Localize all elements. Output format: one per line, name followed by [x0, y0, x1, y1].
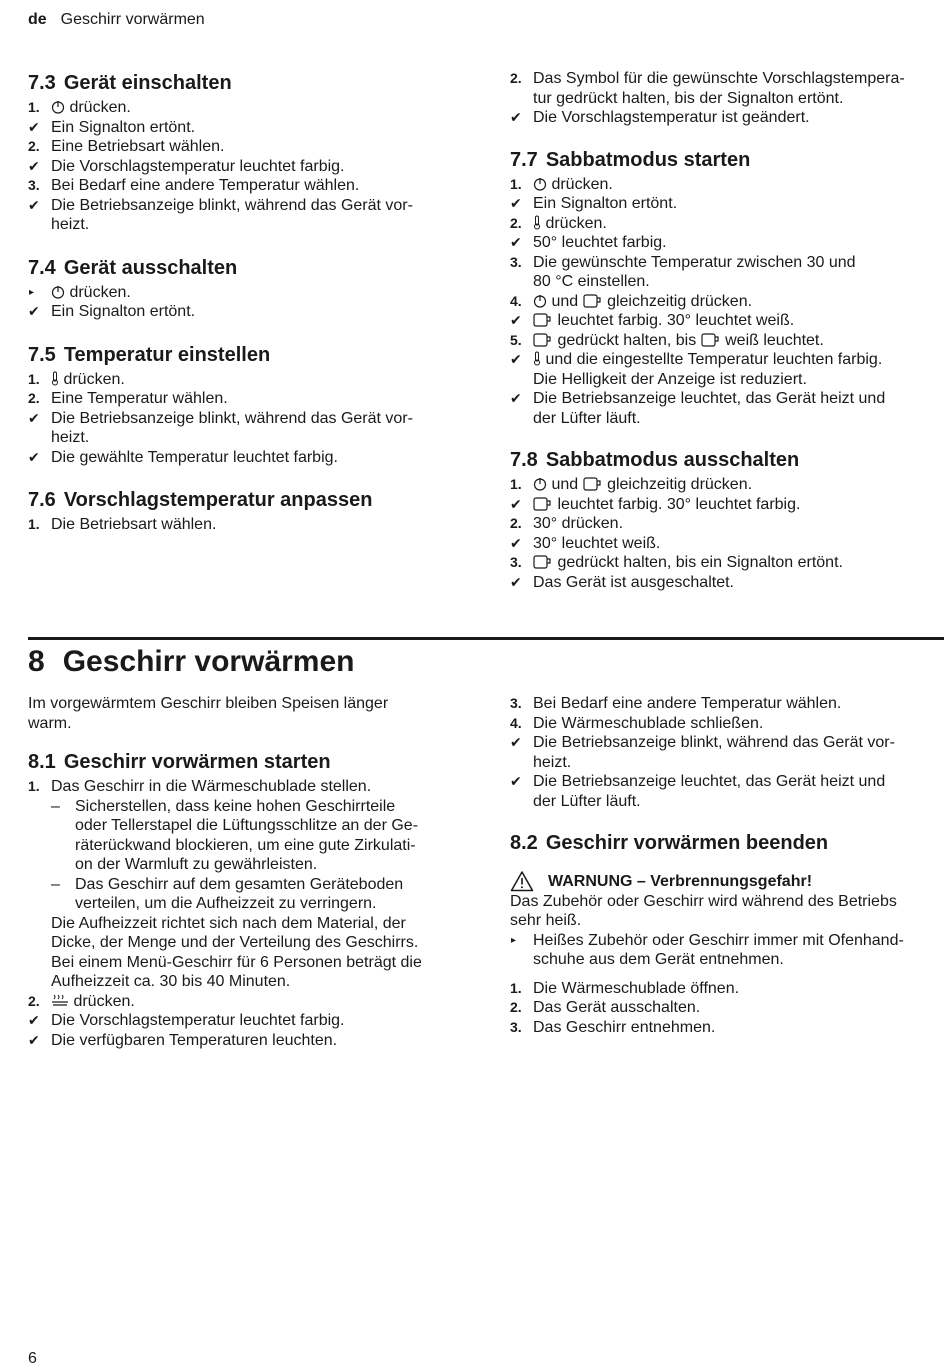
- section-7-3-heading: 7.3 Gerät einschalten: [28, 72, 232, 94]
- check-icon: ✔: [28, 157, 40, 174]
- sabbath-icon: [533, 496, 553, 511]
- running-header: [28, 11, 205, 29]
- result-item: ✔ Ein Signalton ertönt.: [28, 118, 196, 136]
- list-item: 2. Das Symbol für die gewünschte Vorschlagstempera-: [510, 70, 905, 87]
- check-icon: ✔: [28, 303, 40, 319]
- check-icon: ✔: [510, 312, 522, 328]
- section-8-2-heading: 8.2 Geschirr vorwärmen beenden: [510, 832, 829, 854]
- sabbath-icon: [533, 332, 553, 347]
- sub-item: – Sicherstellen, dass keine hohen Geschirrteile: [51, 797, 396, 815]
- list-item: 2. Eine Temperatur wählen.: [28, 390, 228, 407]
- list-item: 3. Die gewünschte Temperatur zwischen 30 und: [510, 253, 856, 271]
- list-item: 2. Eine Betriebsart wählen.: [28, 138, 225, 155]
- result-item: ✔ Ein Signalton ertönt.: [510, 195, 678, 212]
- result-item: ✔ Die Vorschlagstemperatur leuchtet farbig.: [28, 157, 345, 175]
- check-icon: ✔: [28, 448, 40, 465]
- check-icon: ✔: [510, 773, 522, 789]
- section-7-7-heading: 7.7 Sabbatmodus starten: [510, 148, 751, 171]
- section-8-1-heading: 8.1 Geschirr vorwärmen starten: [28, 751, 331, 773]
- power-icon: [533, 477, 547, 491]
- check-icon: ✔: [510, 351, 522, 367]
- result-item: ✔ Die Vorschlagstemperatur ist geändert.: [510, 109, 810, 126]
- check-icon: ✔: [28, 118, 40, 135]
- check-icon: ✔: [28, 1031, 40, 1048]
- sabbath-icon: [583, 293, 603, 308]
- check-icon: ✔: [28, 409, 40, 426]
- lang-code: de: [28, 11, 47, 28]
- warning-icon: [510, 870, 534, 892]
- sabbath-icon: [583, 476, 603, 491]
- left-column-top: 7.3 Gerät einschalten 1. drücken. ✔ Ein Signalton ertönt. 2. Eine Betriebsart wählen. ✔ Die Vorschlagstemperatur leuchtet farbig. 3. Bei Bedarf eine andere Temperatur wählen. ✔ Die Betriebsanzeige blinkt, während das Gerät vor- heizt. 7.4 Gerät ausschalten ▸ drücken. ✔ Ein Signalton ertönt. 7.5 Temperatur einstellen 1. drücken. 2. Eine Temperatur wählen. ✔ Die Betriebsanzeige blinkt, während das Gerät vor- heizt. ✔ Die gewählte Temperatur leuchtet farbig. 7.6 Vorschlagstemperatur anpassen 1. Die Betriebsart wählen.: [28, 68, 453, 535]
- check-icon: ✔: [510, 195, 522, 211]
- sub-item: – Das Geschirr auf dem gesamten Geräteboden: [51, 875, 404, 893]
- sabbath-icon: [701, 332, 721, 347]
- result-item: ✔ Die Betriebsanzeige leuchtet, das Gerät heizt und: [510, 390, 886, 407]
- list-item: 2. drücken.: [510, 214, 607, 232]
- list-item: 1. drücken.: [510, 175, 613, 193]
- page-number: 6: [28, 1350, 37, 1367]
- header-title: Geschirr vorwärmen: [60, 11, 205, 28]
- thermometer-icon: [51, 371, 59, 386]
- section-7-8-heading: 7.8 Sabbatmodus ausschalten: [510, 449, 800, 471]
- arrow-icon: ▸: [29, 286, 35, 298]
- chapter-8-heading: 8 Geschirr vorwärmen: [28, 645, 355, 678]
- result-item: ✔ Die Betriebsanzeige leuchtet, das Gerät heizt und: [510, 773, 886, 790]
- check-icon: ✔: [510, 109, 522, 125]
- list-item: 3. Bei Bedarf eine andere Temperatur wählen.: [510, 695, 842, 712]
- result-item: ✔ 30° leuchtet weiß.: [510, 534, 661, 552]
- list-item: 2. Das Gerät ausschalten.: [510, 999, 701, 1016]
- result-item: ✔ leuchtet farbig. 30° leuchtet weiß.: [510, 312, 795, 329]
- left-column-bottom: Im vorgewärmtem Geschirr bleiben Speisen länger warm. 8.1 Geschirr vorwärmen starten 1. Das Geschirr in die Wärmeschublade stellen. – Sicherstellen, dass keine hohen Geschirrteile oder Tellerstapel die Lüftungsschlitze an der Ge- räterückwand blockieren, um eine gute Zirkulati- on der Warmluft zu gewährleisten. – Das Geschirr auf dem gesamten Geräteboden verteilen, um die Aufheizzeit zu verringern. Die Aufheizzeit richtet sich nach dem Material, der Dicke, der Menge und der Verteilung des Geschirrs. Bei einem Menü-Geschirr für 6 Personen beträgt die Aufheizzeit ca. 30 bis 40 Minuten. 2. drücken. ✔ Die Vorschlagstemperatur leuchtet farbig. ✔ Die verfügbaren Temperaturen leuchten.: [28, 694, 453, 1050]
- section-7-5-heading: 7.5 Temperatur einstellen: [28, 343, 271, 366]
- action-item: ▸ Heißes Zubehör oder Geschirr immer mit Ofenhand-: [511, 931, 904, 949]
- list-item: 4. Die Wärmeschublade schließen.: [510, 714, 764, 732]
- result-item: ✔ Das Gerät ist ausgeschaltet.: [510, 573, 734, 591]
- arrow-icon: ▸: [511, 934, 517, 946]
- check-icon: ✔: [510, 734, 522, 750]
- right-column-bottom: 3. Bei Bedarf eine andere Temperatur wählen. 4. Die Wärmeschublade schließen. ✔ Die Betriebsanzeige blinkt, während das Gerät vor- heizt. ✔ Die Betriebsanzeige leuchtet, das Gerät heizt und der Lüfter läuft. 8.2 Geschirr vorwärmen beenden WARNUNG – Verbrennungsgefahr! Das Zubehör oder Geschirr wird während des Betriebs sehr heiß. ▸ Heißes Zubehör oder Geschirr immer mit Ofenhand- schuhe aus dem Gerät entnehmen. 1. Die Wärmeschublade öffnen. 2. Das Gerät ausschalten. 3. Das Geschirr entnehmen.: [510, 694, 945, 1037]
- list-item: 2. 30° drücken.: [510, 515, 624, 532]
- sabbath-icon: [533, 554, 553, 569]
- thermometer-icon: [533, 215, 541, 230]
- warning-text: Das Zubehör oder Geschirr wird während des Betriebs sehr heiß.: [510, 892, 897, 929]
- list-item: 2. drücken.: [28, 992, 135, 1010]
- section-7-6-heading: 7.6 Vorschlagstemperatur anpassen: [28, 489, 373, 511]
- power-icon: [533, 177, 547, 191]
- result-item: ✔ Ein Signalton ertönt.: [28, 303, 196, 320]
- result-item: ✔ Die gewählte Temperatur leuchtet farbig.: [28, 448, 338, 466]
- check-icon: ✔: [28, 1012, 40, 1028]
- list-item: 4. und gleichzeitig drücken.: [510, 292, 753, 310]
- check-icon: ✔: [510, 573, 522, 590]
- check-icon: ✔: [510, 390, 522, 406]
- check-icon: ✔: [28, 196, 40, 213]
- warning-heading: WARNUNG – Verbrennungsgefahr!: [510, 872, 945, 892]
- section-7-4-heading: 7.4 Gerät ausschalten: [28, 256, 238, 279]
- result-item: ✔ Die verfügbaren Temperaturen leuchten.: [28, 1031, 338, 1049]
- list-item: 3. Das Geschirr entnehmen.: [510, 1018, 716, 1036]
- right-column-top: 2. Das Symbol für die gewünschte Vorschlagstempera- tur gedrückt halten, bis der Signalton ertönt. ✔ Die Vorschlagstemperatur ist geändert. 7.7 Sabbatmodus starten 1. drücken. ✔ Ein Signalton ertönt. 2. drücken. ✔ 50° leuchtet farbig. 3. Die gewünschte Temperatur zwischen 30 und 80 °C einstellen. 4. und gleichzeitig drücken. ✔ leuchtet farbig. 30° leuchtet weiß. 5. gedrückt halten, bis weiß leuchtet. ✔ und die eingestellte Temperatur leuchten farbig. Die Helligkeit der Anzeige ist reduziert. ✔ Die Betriebsanzeige leuchtet, das Gerät heizt und der Lüfter läuft. 7.8 Sabbatmodus ausschalten 1. und gleichzeitig drücken. ✔ leuchtet farbig. 30° leuchtet farbig. 2. 30° drücken. ✔ 30° leuchtet weiß. 3. gedrückt halten, bis ein Signalton ertönt. ✔ Das Gerät ist ausgeschaltet.: [510, 69, 945, 592]
- list-item: 1. Die Betriebsart wählen.: [28, 516, 217, 533]
- action-item: ▸ drücken.: [29, 283, 131, 301]
- result-item: ✔ leuchtet farbig. 30° leuchtet farbig.: [510, 495, 801, 513]
- list-item: 1. Das Geschirr in die Wärmeschublade stellen.: [28, 778, 372, 795]
- result-item: ✔ Die Betriebsanzeige blinkt, während das Gerät vor-: [510, 734, 895, 751]
- check-icon: ✔: [510, 534, 522, 551]
- list-item: 3. Bei Bedarf eine andere Temperatur wählen.: [28, 177, 360, 194]
- chapter-rule: [28, 637, 944, 640]
- chapter-intro: Im vorgewärmtem Geschirr bleiben Speisen länger warm.: [28, 695, 389, 732]
- result-item: ✔ Die Betriebsanzeige blinkt, während das Gerät vor-: [28, 196, 413, 214]
- sabbath-icon: [533, 312, 553, 327]
- result-item: ✔ 50° leuchtet farbig.: [510, 234, 667, 251]
- list-item: 5. gedrückt halten, bis weiß leuchtet.: [510, 331, 824, 349]
- thermometer-icon: [533, 351, 541, 366]
- list-item: 1. und gleichzeitig drücken.: [510, 476, 753, 493]
- list-item: 1. drücken.: [28, 370, 125, 388]
- check-icon: ✔: [510, 495, 522, 512]
- dish-warming-icon: [51, 994, 69, 1008]
- result-item: ✔ Die Vorschlagstemperatur leuchtet farbig.: [28, 1012, 345, 1029]
- check-icon: ✔: [510, 234, 522, 250]
- power-icon: [51, 285, 65, 299]
- power-icon: [51, 100, 65, 114]
- power-icon: [533, 294, 547, 308]
- list-item: 1. drücken.: [28, 99, 131, 116]
- result-item: ✔ Die Betriebsanzeige blinkt, während das Gerät vor-: [28, 409, 413, 427]
- result-item: ✔ und die eingestellte Temperatur leuchten farbig.: [510, 351, 883, 368]
- list-item: 3. gedrückt halten, bis ein Signalton ertönt.: [510, 554, 843, 571]
- list-item: 1. Die Wärmeschublade öffnen.: [510, 979, 740, 997]
